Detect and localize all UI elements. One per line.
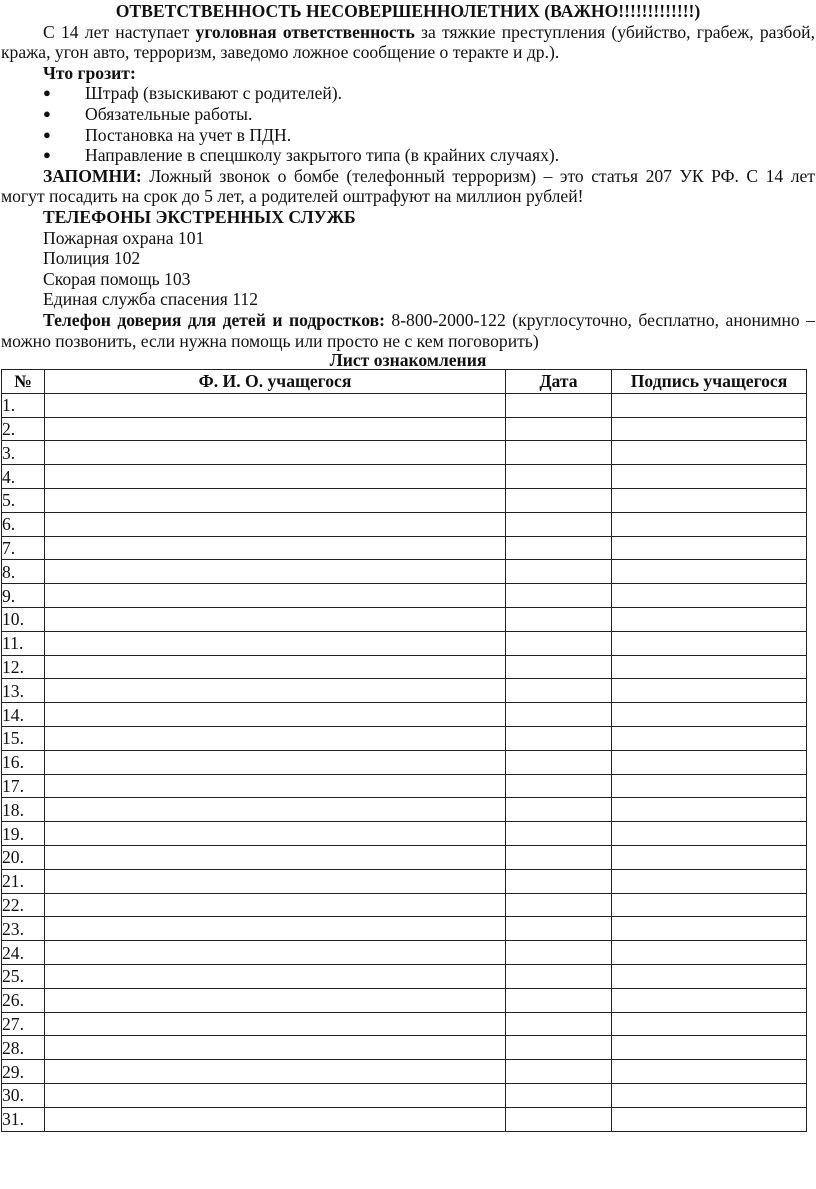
- table-row: [2, 988, 807, 1012]
- row-number: 5.: [2, 489, 45, 513]
- name-cell[interactable]: [45, 631, 506, 655]
- signature-cell[interactable]: [612, 893, 807, 917]
- table-row: [2, 965, 807, 989]
- acknowledgement-sheet-title: Лист ознакомления: [329, 350, 487, 371]
- name-cell[interactable]: [45, 965, 506, 989]
- date-cell[interactable]: [506, 1084, 612, 1108]
- table-row: [2, 1036, 807, 1060]
- table-row: [2, 584, 807, 608]
- name-cell[interactable]: [45, 1012, 506, 1036]
- row-number: 4.: [2, 465, 45, 489]
- row-number: 16.: [2, 750, 45, 774]
- name-cell[interactable]: [45, 869, 506, 893]
- row-number: 27.: [2, 1012, 45, 1036]
- row-number: 2.: [2, 417, 45, 441]
- date-cell[interactable]: [506, 893, 612, 917]
- threat-item: [1, 125, 815, 146]
- date-cell[interactable]: [506, 536, 612, 560]
- table-row: [2, 774, 807, 798]
- table-row: [2, 941, 807, 965]
- date-cell[interactable]: [506, 1107, 612, 1131]
- table-row: [2, 393, 807, 417]
- signature-cell[interactable]: [612, 512, 807, 536]
- table-row: [2, 917, 807, 941]
- signature-cell[interactable]: [612, 417, 807, 441]
- row-number: 13.: [2, 679, 45, 703]
- date-cell[interactable]: [506, 941, 612, 965]
- table-row: [2, 822, 807, 846]
- signature-cell[interactable]: [612, 631, 807, 655]
- table-row: [2, 417, 807, 441]
- table-row: [2, 1012, 807, 1036]
- name-cell[interactable]: [45, 1084, 506, 1108]
- date-cell[interactable]: [506, 560, 612, 584]
- row-number: 26.: [2, 988, 45, 1012]
- row-number: 24.: [2, 941, 45, 965]
- name-cell[interactable]: [45, 846, 506, 870]
- threats-heading: Что грозит:: [43, 62, 136, 83]
- date-cell[interactable]: [506, 727, 612, 751]
- column-header-number: №: [2, 370, 45, 394]
- row-number: 20.: [2, 846, 45, 870]
- column-header-date: Дата: [506, 370, 612, 394]
- intro-text-start: С 14 лет наступает: [43, 21, 196, 42]
- table-row: [2, 750, 807, 774]
- column-header-signature: Подпись учащегося: [612, 370, 807, 394]
- row-number: 7.: [2, 536, 45, 560]
- name-cell[interactable]: [45, 750, 506, 774]
- name-cell[interactable]: [45, 727, 506, 751]
- table-row: [2, 679, 807, 703]
- name-cell[interactable]: [45, 536, 506, 560]
- date-cell[interactable]: [506, 655, 612, 679]
- name-cell[interactable]: [45, 798, 506, 822]
- name-cell[interactable]: [45, 679, 506, 703]
- date-cell[interactable]: [506, 417, 612, 441]
- row-number: 19.: [2, 822, 45, 846]
- table-row: [2, 1107, 807, 1131]
- signature-cell[interactable]: [612, 584, 807, 608]
- name-cell[interactable]: [45, 489, 506, 513]
- table-row: [2, 512, 807, 536]
- table-row: [2, 1084, 807, 1108]
- remember-text: Ложный звонок о бомбе (телефонный терроризм) – это статья 207 УК РФ. С 14 лет могут посадить на срок до 5 лет, а родителей оштрафуют на миллион рублей!: [1, 165, 815, 207]
- signature-cell[interactable]: [612, 679, 807, 703]
- name-cell[interactable]: [45, 417, 506, 441]
- signature-cell[interactable]: [612, 965, 807, 989]
- signature-cell[interactable]: [612, 917, 807, 941]
- emergency-heading: ТЕЛЕФОНЫ ЭКСТРЕННЫХ СЛУЖБ: [43, 206, 356, 227]
- row-number: 10.: [2, 608, 45, 632]
- threats-list: [1, 83, 815, 165]
- threat-item: [1, 104, 815, 125]
- table-row: [2, 560, 807, 584]
- row-number: 31.: [2, 1107, 45, 1131]
- column-header-name: Ф. И. О. учащегося: [45, 370, 506, 394]
- intro-text-end: за тяжкие преступления (убийство, грабеж, разбой, кража, угон авто, терроризм, заведомо ложное сообщение о теракте и др.).: [1, 21, 815, 63]
- signature-cell[interactable]: [612, 393, 807, 417]
- table-body: [2, 393, 807, 1131]
- name-cell[interactable]: [45, 560, 506, 584]
- name-cell[interactable]: [45, 393, 506, 417]
- date-cell[interactable]: [506, 869, 612, 893]
- phone-fire: Пожарная охрана 101: [43, 227, 205, 248]
- signature-cell[interactable]: [612, 846, 807, 870]
- row-number: 12.: [2, 655, 45, 679]
- date-cell[interactable]: [506, 679, 612, 703]
- signature-cell[interactable]: [612, 1012, 807, 1036]
- name-cell[interactable]: [45, 988, 506, 1012]
- signature-cell[interactable]: [612, 536, 807, 560]
- row-number: 9.: [2, 584, 45, 608]
- remember-label: ЗАПОМНИ:: [43, 165, 142, 186]
- signature-cell[interactable]: [612, 941, 807, 965]
- date-cell[interactable]: [506, 822, 612, 846]
- name-cell[interactable]: [45, 941, 506, 965]
- table-row: [2, 536, 807, 560]
- name-cell[interactable]: [45, 703, 506, 727]
- table-header-row: [2, 370, 807, 394]
- date-cell[interactable]: [506, 631, 612, 655]
- date-cell[interactable]: [506, 965, 612, 989]
- helpline-label: Телефон доверия для детей и подростков:: [43, 309, 385, 330]
- name-cell[interactable]: [45, 1060, 506, 1084]
- name-cell[interactable]: [45, 441, 506, 465]
- document-title: ОТВЕТСТВЕННОСТЬ НЕСОВЕРШЕННОЛЕТНИХ (ВАЖНО!!!!!!!!!!!!!): [115, 1, 701, 21]
- row-number: 1.: [2, 393, 45, 417]
- bullet-icon: ●: [43, 147, 51, 163]
- row-number: 6.: [2, 512, 45, 536]
- helpline-text: 8-800-2000-122 (круглосуточно, бесплатно, анонимно – можно позвонить, если нужна помощь или просто не с кем поговорить): [1, 309, 815, 351]
- table-row: [2, 631, 807, 655]
- table-row: [2, 441, 807, 465]
- date-cell[interactable]: [506, 512, 612, 536]
- date-cell[interactable]: [506, 584, 612, 608]
- row-number: 3.: [2, 441, 45, 465]
- signature-cell[interactable]: [612, 869, 807, 893]
- date-cell[interactable]: [506, 988, 612, 1012]
- row-number: 14.: [2, 703, 45, 727]
- name-cell[interactable]: [45, 774, 506, 798]
- signature-cell[interactable]: [612, 774, 807, 798]
- signature-cell[interactable]: [612, 441, 807, 465]
- threat-item-text: Штраф (взыскивают с родителей).: [85, 83, 343, 104]
- date-cell[interactable]: [506, 703, 612, 727]
- date-cell[interactable]: [506, 393, 612, 417]
- signature-cell[interactable]: [612, 703, 807, 727]
- bullet-icon: ●: [43, 105, 51, 121]
- row-number: 23.: [2, 917, 45, 941]
- name-cell[interactable]: [45, 655, 506, 679]
- row-number: 30.: [2, 1084, 45, 1108]
- row-number: 15.: [2, 727, 45, 751]
- acknowledgement-table: [1, 369, 807, 1132]
- row-number: 18.: [2, 798, 45, 822]
- table-row: [2, 703, 807, 727]
- table-row: [2, 798, 807, 822]
- signature-cell[interactable]: [612, 988, 807, 1012]
- helpline-paragraph: [1, 310, 815, 351]
- name-cell[interactable]: [45, 822, 506, 846]
- table-row: [2, 608, 807, 632]
- intro-paragraph: [1, 22, 815, 63]
- phone-ambulance: Скорая помощь 103: [43, 268, 191, 289]
- row-number: 8.: [2, 560, 45, 584]
- date-cell[interactable]: [506, 1060, 612, 1084]
- phone-rescue: Единая служба спасения 112: [43, 289, 258, 310]
- date-cell[interactable]: [506, 774, 612, 798]
- table-row: [2, 1060, 807, 1084]
- phone-police: Полиция 102: [43, 248, 141, 269]
- name-cell[interactable]: [45, 608, 506, 632]
- name-cell[interactable]: [45, 893, 506, 917]
- threat-item-text: Постановка на учет в ПДН.: [85, 124, 292, 145]
- row-number: 22.: [2, 893, 45, 917]
- signature-cell[interactable]: [612, 1084, 807, 1108]
- document-page: [1, 1, 815, 1132]
- signature-cell[interactable]: [612, 560, 807, 584]
- table-row: [2, 893, 807, 917]
- signature-cell[interactable]: [612, 1107, 807, 1131]
- row-number: 28.: [2, 1036, 45, 1060]
- signature-cell[interactable]: [612, 798, 807, 822]
- date-cell[interactable]: [506, 1012, 612, 1036]
- table-row: [2, 869, 807, 893]
- signature-cell[interactable]: [612, 750, 807, 774]
- table-row: [2, 846, 807, 870]
- signature-cell[interactable]: [612, 608, 807, 632]
- signature-cell[interactable]: [612, 655, 807, 679]
- date-cell[interactable]: [506, 798, 612, 822]
- criminal-liability-term: уголовная ответственность: [195, 21, 415, 42]
- date-cell[interactable]: [506, 608, 612, 632]
- name-cell[interactable]: [45, 917, 506, 941]
- table-row: [2, 655, 807, 679]
- threat-item-text: Направление в спецшколу закрытого типа (в крайних случаях).: [85, 145, 560, 166]
- bullet-icon: ●: [43, 85, 51, 101]
- name-cell[interactable]: [45, 1036, 506, 1060]
- threat-item-text: Обязательные работы.: [85, 103, 253, 124]
- date-cell[interactable]: [506, 846, 612, 870]
- date-cell[interactable]: [506, 489, 612, 513]
- remember-paragraph: [1, 166, 815, 207]
- table-row: [2, 727, 807, 751]
- row-number: 11.: [2, 631, 45, 655]
- date-cell[interactable]: [506, 465, 612, 489]
- threat-item: [1, 83, 815, 104]
- threat-item: [1, 145, 815, 166]
- table-row: [2, 465, 807, 489]
- signature-cell[interactable]: [612, 822, 807, 846]
- signature-cell[interactable]: [612, 727, 807, 751]
- date-cell[interactable]: [506, 917, 612, 941]
- signature-cell[interactable]: [612, 465, 807, 489]
- date-cell[interactable]: [506, 441, 612, 465]
- signature-cell[interactable]: [612, 1036, 807, 1060]
- name-cell[interactable]: [45, 465, 506, 489]
- row-number: 17.: [2, 774, 45, 798]
- signature-cell[interactable]: [612, 489, 807, 513]
- name-cell[interactable]: [45, 1107, 506, 1131]
- row-number: 25.: [2, 965, 45, 989]
- name-cell[interactable]: [45, 584, 506, 608]
- signature-cell[interactable]: [612, 1060, 807, 1084]
- name-cell[interactable]: [45, 512, 506, 536]
- date-cell[interactable]: [506, 1036, 612, 1060]
- table-row: [2, 489, 807, 513]
- bullet-icon: ●: [43, 126, 51, 142]
- date-cell[interactable]: [506, 750, 612, 774]
- row-number: 21.: [2, 869, 45, 893]
- row-number: 29.: [2, 1060, 45, 1084]
